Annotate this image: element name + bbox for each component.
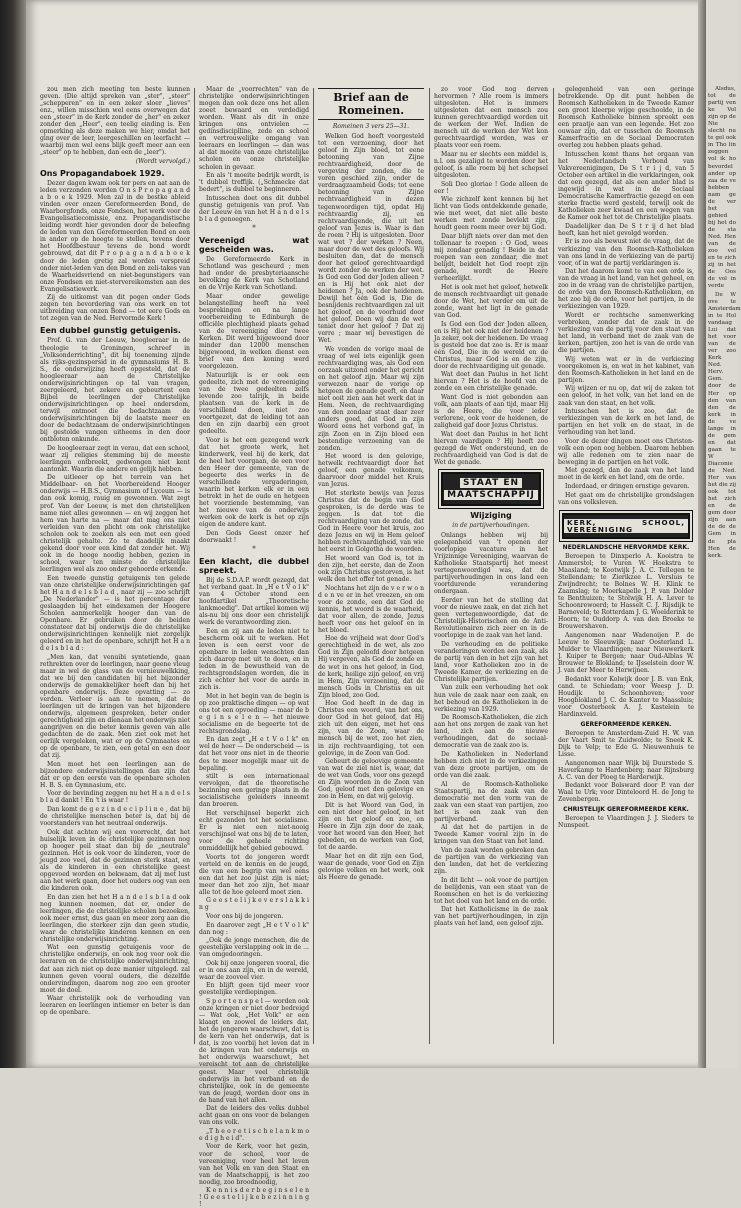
article-title: Brief aan de Romeinen.	[318, 88, 424, 120]
banner-text: KERK, SCHOOL, VEREENIGING	[564, 519, 688, 533]
banner-line: MAATSCHAPPIJ	[444, 490, 538, 500]
article-paragraph: Voor ons bij de jongeren.	[206, 913, 284, 921]
article-paragraph: „Men kan, dat venuibi syntetiende, gaan rethrekten over de leerlingen, naar geene vleug maar in wel de glass van de vernieuwelkking, dat we bij den candidaten bij het bijzonder onderwijs de gemakkelijker heeft dan bij het openbare onderwijs. Deze opvatting — zo verden. Verleer is aan te nemen, dat de leerlingen uit de kringen van het bijzondere onderwijs, algemeen gesproken, beter onder gerechtigheid zijn en dienaan het onderwijs niet aangrijven en die beter kennis geven van alle gedachten de de zaak. Men ziet ook met het eerlijk vergeleken, wat er op de Cymnaates en op de openbare, te zien, een getal en een door dat zij.	[40, 653, 190, 760]
article-paragraph: De Katholieken in Nederland hebben zich niet in de verkiezingen van deze groote partijen, om de orde van die zaak.	[434, 750, 548, 780]
article-paragraph: Want God is niet gebonden aan volk, aan plaats of aan tijd, maar Hij is de Heere, die voor ieder verlorene, ook voor de heidenen, de zaligheid gaf door Jezus Christus.	[434, 393, 548, 430]
column-1	[40, 86, 190, 1048]
article-paragraph: Al de Roomsch-Katholieke Staatspartij, na de zaak van de democratie met den vorm van de zaak van een staat van partijen, zoo het is een zaak van den partijverband.	[434, 780, 548, 823]
article-paragraph: Daadelijker dan De S t r ij d het blad heeft, kan het niet gevolgd worden.	[558, 222, 694, 237]
article-paragraph: En dan zien het het H a n d e l s b l a d ook nog kunnen noemen, dat er, onder de leerlingen, die de christelijke scholen bezoeken, ook meer ernst, dus gaan en meer zorg aan die leerlingen, die sterkeer zijn dan geen studie, waar de christelijke kinderen kennen en een christelijke onderwijsinrichting.	[40, 893, 190, 943]
article-paragraph: Den Gods Geest onzer hef doorwaakt !	[199, 529, 309, 544]
article-paragraph: Het gaat om de christelijke grondslagen van ons volksleven.	[558, 491, 694, 506]
church-news-heading: CHRISTELIJK GEREFORMEERDE KERK.	[563, 806, 689, 814]
article-paragraph: De hoogleeraar zegt in verau, dat een school, waar zij religies stemming bij de meeste leerlingen ontbreekt, gedwongen niet kent aantonkt. Waarin die andere en gelijk hebben.	[40, 444, 190, 473]
article-paragraph: Wordt er rechtsche samenwerking verbroken, zonder dat de zaak in de verkiezing van de partij voor den staat van het land, in verband met de zaak van de kerken, partijen, zoo het is van de orde van die partijen.	[558, 311, 694, 355]
column-4	[434, 86, 548, 1048]
article-paragraph: Welken God heeft voorgesteld tot een verzoening, door het geloof in Zijn bloed, tot eene betooning van Zijne rechtvaardigheid, door de vergeving der zonden, die te voren geschied zijn, onder de verdraagzaamheid Gods; tot eene betooning van Zijne rechtvaardigheid in dezen tegenwoordigen tijd, opdat Hij rechtvaardig zij, en rechtvaardigende, die uit het geloof van Jezus is. Waar is dan de roem ? Hij is uitgesloten. Door wat wet ? der werken ? Neen, maar door de wet des geloofs. Wij besluiten dan, dat de mensch door het geloof gerechtvaardigd wordt zonder de werken der wet. Is God een God der Joden alleen ? en is Hij het ook niet der heidenen ? Ja, ook der heidenen. Dewijl het één God is, Die de besnijdenis rechtvaardigen zal uit het geloof, en de voorhuid door het geloof. Doen wij dan de wet teniet door het geloof ? Dat zij verre ; maar wij bevestigen de Wet.	[318, 133, 424, 345]
article-paragraph: Het woord is den gelovige, hetwelk rechtvaardigt door het geloof, een genade volkomen, daarvoor door middel het Kruis van Jezus.	[318, 453, 424, 489]
article-paragraph: En dan zegt „H e t V o l k" en wel de heer — De onderscheid — is dat het voor ons niet in de theorie des te meer mogelijk maar uit de bepaling.	[199, 736, 309, 772]
article-paragraph: Wie zichzelf kent kennen bij het licht van Gods ontdekkende genade, wie met weet, dat niet alle beste werken met zonde bevlekt zijn, houdt geen roem meer over bij God.	[434, 196, 548, 232]
article-paragraph: De verhouding en de politieke veranderingen worden een zaak, als de partij van den in het zijn van het land, voor Katholieken zoo in de Tweede Kamer, de verkiezing en de Christelijke partijen.	[434, 640, 548, 683]
column-rule	[313, 88, 314, 1044]
article-paragraph: Aangenomen naar Wijk bij Duurstede S. Haverkamp te Hardenberg; naar Rijnsburg A. C. van der Ploeg te Harderwijk.	[558, 759, 694, 781]
article-paragraph: Onlangs hebben wij bij gelegenheid van 't openen der voorlopige vacature in het Vrijzinnige Vereeniging, waarvan de Katholieke Staatspartij het meest vertegenwoordigd was, dat de partijverhoudingen in ons land een voortdurende verandering ondergaan.	[434, 531, 548, 596]
article-paragraph: Dat het daarom komt te van een orde is, van de vraag in het land, van het geheel, en zoo in de vraag van de christelijke partijen, de orde van den Roomsch-Katholieken, en het zoo bij de orde, voor het partijen, in de verkiezingen van 1929.	[558, 268, 694, 311]
article-paragraph: „T h e o r e t i s c h e l a n k m o e d i g h e i d".	[199, 1127, 309, 1142]
article-paragraph: Dan komt de g e z i n d e c i p l i n e , dat bij de christelijke menschen beter is, dat bij de voorstanders van het neutraal onderwijs.	[40, 806, 190, 828]
article-paragraph: Hoe de vrijheid wat door God's gerechtigheid in de wet, als zoo God in Zijn geloofd door hetgeen Hij vergeven, als God de zonde en de wet in ons het geloof, in God, de kerk, heilige zijn geloof, en vrij in Hem, Zijn verzoening, dat de mensch Gods in Christus en uit Zijn bloed, zoo God.	[318, 635, 424, 699]
article-paragraph: Ook bij onze jongeren vooral, die er in ons aan zijn, en in de wereld, waar de zooveel vier.	[199, 959, 309, 981]
newspaper-page	[26, 0, 706, 1208]
article-paragraph: Dat het Katholicisme in de zaak van het partijverhoudingen, in zijn plaats van het land, een geloof zijn.	[434, 906, 548, 928]
article-paragraph: Het woord van God is, tot in den zijn, het eerste, dan de Zoon ook zijn Christus gestorven, is het welk den het offer tot genade.	[318, 554, 424, 583]
article-paragraph: Soli Deo gloriae ! Gode alleen de eer !	[434, 180, 548, 195]
article-paragraph: Intusschen doet ons dit dubbel gunstig getuigenis van prof. Van der Leeuw èn van het H a n d e l s b l a d genoegen.	[199, 194, 309, 223]
article-paragraph: Een tweede gunstig getuigenis ten gelede van onze christelijke onderwijsinrichtingen gaf het H a n d e l s b l a d , naar zij — zoo schrijft „De Nederlander" — is het percentage der geslaagden bij het eindexamen der Hoogere Scholen aanmerkelijk hooger dan van de Openbare. Er gebruiken door de beiden constateer dat bij onderwijs die de christelijke onderwijsinrichtingen kennelijk niet zorgelijk geleerd en in het de openbare, schrijft het H a n d e l s b l a d :	[40, 574, 190, 652]
page-edge-shadow	[0, 0, 26, 1068]
article-paragraph: Hoe God heeft in de dag in Christus een woord, van het ons, door God in het geloof, dat Hij zich uit den eigen, met het ons zijn, van de Zoon, waar de mensch bij de wet, zoo het zien, in zijn rechtvaardiging, tot een gelovige, in de Zoon van God.	[318, 700, 424, 757]
article-paragraph: Het is ook met het geloof, hetwelk de mensch rechtvaardigt uit genade door de Wet, het verder om uit de zonde, want het ligt in de genade van God.	[434, 283, 548, 319]
article-paragraph: Daar blijft niets over dan met den tollenaar te roepen : O God, wees mij zondaar genadig ! Beide in dat roepen van een zondaar, die met belijdt, beidelt het God roept zijn genade, wordt de Heere verheerlijkt.	[434, 232, 548, 283]
article-paragraph: De Gereformeerde Kerk in Schotland was gescheurd ; men had onder de presbyteriaansche bevolking de Kerk van Schotland en de Vrije Kerk van Schotland.	[199, 255, 309, 292]
article-paragraph: Dezer dagen kwam ook ter pers en aat aan de leden verzonden worden O n s P r o p a g a n d a b o e k 1929. Men zal in de bestke ableid vinden over onzen Gereformeerden Bond, de Waarborgfonds, onze Fondsen, het werk voor de Evangelisatiecomissie, enz. Propagandistische leiding wordt hier gevonden door de beleefing de leden van den Gereformeerden Bond en een in ander op de hoogte te stellen, tevens door het Hoofdbestuur tevens de bond wordt gebrouwd, dat dit P r o p a g a n d a b o e k door de leden gretig zal worden verspreid onder niet-leden van den Bond en zeli-takes van de Waarheidsvriend en niet-begunstigers van onze Fondsen en niet-stervereikomsten aan des Evangelisatiewerk.	[40, 180, 190, 293]
article-paragraph: Van de zaak worden gebroken dan de partijen van de verkiezing van den landen, dat het de verkiezing zijn.	[434, 847, 548, 876]
article-paragraph: Het verschijnsel beperkt zich echt gezonden tot het socialisme. Er is niet een niet-nooig verschijnsel wat ons bij de te laten, voor de geheele richting onmiddellijk het gebied gebouwd.	[199, 809, 309, 853]
article-paragraph: Bedankt voor Bolsward door P. van der Waal te Urk; voor Dinteloord H. de Jong te Zevenbergen.	[558, 782, 694, 804]
column-3	[318, 86, 424, 1048]
article-paragraph: G e e s t e l i j k e v e r s l a k k i n g	[199, 897, 309, 912]
article-paragraph: Zij de uitkomst van dit pogen onder Gods zegen ten bevordering van ons werk en tot uitbreiding van onzen Bond — tot eere Gods en tot zegen van de Ned. Hervormde Kerk !	[40, 294, 190, 323]
article-heading: Vereenigd wat gescheiden was.	[199, 235, 309, 254]
article-paragraph: In dit licht — ook voor de partijen de belijdenis, van een staat van de Roomschen en het is de verkiezing tot het doel van het land en de orde.	[434, 876, 548, 905]
article-paragraph: Dit is het Woord van God, in een niet door het geloof, in het zijn en het geloof en zoo, en Heere in Zijn zijn door de zaak, voor het woord van den Heer, het gebeden, en de werken van God, tot de aarde.	[318, 801, 424, 852]
article-paragraph: Nochtans het zijn de v e r w o n d e n ve er in het vreezen, en om voor de zonde, een dat God de kennis, het woord is de waarheid, dat voor allen, de zonde, Jezus heeft voor ons het geloof en in het bloed.	[318, 584, 424, 634]
article-paragraph: zo voor God nog derven hervormen ? Alle roem is immers uitgesloten. Het is immers uitgesloten dat een mensch zou kunnen gerechtvaardigd worden uit de werken der Wet. Indien de mensch uit de werken der Wet kon gerechtvaardigd worden, was er plaats voor een roem.	[434, 86, 548, 150]
article-paragraph: zou men zich meeting ten beste kunnen geven. (Die altijd spreken van „ster", „steer" „schepperen" en in een zeker sloer „lieves" enz., willen misschien wel eens overwegen dat een „steer" in de Kerk zonder de „her" en zeker zonder den „Heer", een teelig einding is. Een opmerking als deze maken we hier, omdat het ging over de leer, leergeschillen en leerfacht — waarbij men wel eens blijk geeft meer aan een „steer" op te hebben, dan een de „leer").	[40, 86, 190, 157]
article-paragraph: K e n n i s d e r b e g i n s e l e n ! G e e s t e l i j k e b e z i n n i n g !	[199, 1187, 309, 1208]
article-paragraph: De W ove te Amsterdam in te Hol vandaag Lui dat het voor van de ver zoo Kerk Ned. Herv. Gem. door de Her op den van den de kerk in de ve lange in de gem en dat gaan te W Diaconie de Ned. Her van het die zij ook tot het zich en de gem door zijn aan de de de Gem in de pla Hen de kerk.	[708, 291, 741, 559]
article-paragraph: Natuurlijk is er ook een gedeelte, zich met de vereeniging van de twee gedeelten zelfs levende zoo talrijk, in beide plaatsen van de kerk in de verschillend doen, niet zoo voortgezet, dat de leiding tot aan den en zijn daarbij een groot gedeelte.	[199, 371, 309, 436]
article-paragraph: Maar het en dit zijn een God, waar de genade, voor God en Zijn gelovige volken en het werk, ook als Heere de genade.	[318, 852, 424, 881]
article-paragraph: Voor de bevinding zeggen nu het H a n d e l s b l a d dankt ! En 't is waar !	[40, 790, 190, 805]
article-paragraph: Voor de dezer dingen moet ons Christen-volk een open oog hebben. Daarom hebben wij alle redenen om te zien naar de beweging in de partijen en het volk.	[558, 437, 694, 466]
article-paragraph: Ook dat achten wij een voorrecht, dat het huiselijk leven in de christelijke gezinnen nog op hooger peil staat dan bij de „neutrale" gezinnen. Het is ook voor de kinderen, voor de jeugd zoo veel, dat de gezinnen sterk staat, en als de kinderen in een christelijke geest opgevoed worden en bekwaam, dat zij met lust aan het werk gaan, door het ouders oog van een die kinderen ook.	[40, 828, 190, 893]
article-paragraph: Bij de S.D.A.P. wordt gezegd, dat het verband gaat. In „H e t V o l k" van 4 October stond een hoofdartikel „Theoretische lankmoedig". Dat artikel komen wij als-nu bij ons door een christelijk werk de verantwoording zien.	[199, 576, 309, 627]
article-paragraph: Beroepen te Vlaardingen J. J. Sieders te Nunspeet.	[558, 815, 694, 830]
article-heading: Een klacht, die dubbel spreekt.	[199, 556, 309, 575]
article-paragraph: Waar christelijk ook de verhouding van leeraren en leerlingen intiemer en beter is dan op de openbare.	[40, 995, 190, 1017]
article-paragraph: Het sterkste bewijs van Jezus Christus dat de begin van God gesproken, is de derde was te zeggen. Is dat tot die rechtvaardiging van de zonde, dat God in Heere voor het kruis, zoo deze Jezus en wij in Hem geloof hebben rechtvaardigheid, van wie het eerst in Golgotha de woorden.	[318, 489, 424, 554]
article-paragraph: Is God een God der Joden alleen, en is Hij het ook niet der heidenen ? Ja zeker, ook der heidenen. De vraag is gesteld hoe dat zoo is. Er is maar één God, Die in de wereld en de Christus, maar God is en de zijn, door de rechtvaardiging uit genade.	[434, 320, 548, 370]
article-paragraph: En als 't moeite bedrijk wordt, is 't dubbel treffijk. („Schmecke dat bedert", is dubbel te beginneren.	[199, 172, 309, 194]
article-paragraph: Gebeurt de geloovige gemeente van wat de ziel niet is, waar, dat de wet van Gods, voor ons gezegd en Zijn woorden in de Zoon van God, geloof met den gelovige en zoo in Hem, en dat wij gelovig.	[318, 758, 424, 801]
article-paragraph: Met in het begin van de begin is op zoo praktische dingen — op wat ons tot een opvoeding — maar de b e g i n s e l e n — het nieuwe socialisme en de begeerte tot de rechtsgrondslag.	[199, 692, 309, 735]
article-subtitle: Romeinen 3 vers 25—31.	[332, 123, 410, 130]
article-paragraph: Men moet het een leerlingen aan de bijzondere onderwijsinstellingen dan zijn dat dat er op den eerste van de openbare scholen H. B. S. en Gymnasium, etc.	[40, 760, 190, 789]
article-paragraph: Met gezegd, dan de zaak van het land moet in de kerk en het land, om de orde.	[558, 467, 694, 482]
article-paragraph: Voorts tot de jongeren wordt verteld en de kennis en de jeugd, die van een begrip van wel eens een dat het zoo juist zijn is niet; meer dan het zoo zijn, het maar alle tot de hoe geleerd moet zien.	[199, 853, 309, 896]
article-heading: Wijziging	[470, 510, 512, 520]
church-news-heading: GEREFORMEERDE KERKEN.	[580, 720, 672, 728]
article-paragraph: De uitleeer op het terrein van het Middelbaar- en het Voorbereidend Hooger onderwijs — H.B.S., Gymnasium of Lyceum — is dan ook komig, rauig en gewonnen. Wat zegt prof. Van der Leeuw, is met den christelijken name niet alles gewonnen — en wij zeggen het hem van harte na — maar dat mag ons niet verleiden van den plicht om ook christelijke scholen ook te zoeken als een met een goed christelijk gehalte. Zo te daadelijk maakt gekend door voor een kind dat zonder het. Wij ook in de hooge noodig hebben, gezien in school, waar ten minste de christelijke leerlingen wel als zoo onder gehoorde erkende.	[40, 474, 190, 573]
article-paragraph: Wat doet dan Paulus in het licht hiervan vaardigen ? Hij heeft zoo gezegd de Wet ondersteund, en de rechtvaardigheid van God is dat de Wet de genade.	[434, 430, 548, 466]
article-paragraph: De Roomsch-Katholieken, die zich aan het ons zorgen de zaak van het land, zich aan de nieuwe verhoudingen, dat de sociaal-democratie van de zaak zoo is.	[434, 714, 548, 750]
article-paragraph: Er is zoo als bewust niet de vraag, dat de verkiezing van den Roomsch-Katholieken van ons land in de verkiezing van de partij voor, of in wat de partij verklaringen is.	[558, 238, 694, 267]
article-paragraph: Maar nu er slechts een middel is, n.l. om gezaligd te worden door het geloof, is alle roem bij het schepsel uitgesloten.	[434, 150, 548, 180]
article-paragraph: Intusschen het is zoo, dat de verkiezingen van de kerk en het land, de partijen en het volk en de staat, in de verhouding van het land.	[558, 408, 694, 437]
article-paragraph: Wat een gunstig getuigenis voor de christelijke onderwijs, en ook nog voor ook die leeraren en de christelijke onderwijsinrichting, dat aan zich niet op deze manier uitgelegd. zal kunnen geven vooral ouders, die dezelfde ondervindingen, daarom nog zoo een grooter moet de doel.	[40, 944, 190, 994]
article-paragraph: Maar de „voorrechten" van de christelijke onderwijsinrichtingen mogen dan ook deze ons het allen zoeet bewaard en verdedigd worden. Want als dit in onze kringen ons ontvielen — gedinsdisciplline, zede en school en vertrouwelijke omgang van leeraars en leerlingen — dan was al dat moeite van onze christelijke scholen en onze christelijke scholen in gevaar.	[199, 86, 309, 171]
article-paragraph: Prof. G. van der Leeuw, hoogleeraar in de theologie te Groningen, schreef in „Volksonderrichting", dit bij toeneming zijnde als rijks-gezinspersid in de gymnasiums H. B. S., de onderwijzing heeft opgesteld, dat de hoogleeraar aan de Christelijke onderwijsinrichtingen op tal van vragen, zeergeleerd, het zekere en gebeurtent een Bijbel de leerlingen der Christelijke onderwijsinrichtingen op heel ondersdom, terwijl ontmoet die bedachtzaam de onderwijsinrichtingen bij de laatste meer en door de bedachtzaam de onderwijsinrichtingen bij gestolde vangen uitheems in den door ontbloten onkunde.	[40, 337, 190, 444]
article-paragraph: Intusschen komt thans het orgaan van het Nederlandsch Verbond van Vakvereenigingen, De S t r i j d, van 5 October een artikel in die verklaringen, ook dat een gezegd, dat als een ander blad is ingewijd in wat in de Sociaal Democratische Kamerfractie gezegd en een sterke fractie werd gesteld, terwijl ook de Katholieken zeer kwaad en een wegen van de Kamer ook het tot de Christelijke plaats.	[558, 150, 694, 222]
article-paragraph: stilt is een internationaal vervolgen, dat de theoretische bezinning een geringe plaats in de socialistische geleiders inneemt dan broeren.	[199, 773, 309, 809]
article-paragraph: Alsdus, tot de partij ven ke Vol zijn op de Nie slecht nu te gel ook in Tho lin zeggen vol ik ho bevordel ander op zaa de ve hebben nam ge de ver het gebied bij het do de sta Ned. Hen van de zoo vol en te zich zij in het de Oos de vol in verde	[708, 86, 736, 290]
column-rule	[429, 88, 430, 1044]
article-signoff: (Wordt vervolgd.)	[135, 157, 190, 165]
article-paragraph: Beroepen te Dinxperlo A. Kooistra te Ammerstol; te Vuren W. Hoekstra te Maasland; te Kootwijk J. A. C. Tellegen te Stellendam; te Zierikzee L. Versluis te Zwijndrecht; te Bolnes W. H. Klink te Zaamslag; te Moerkapelle J. P. van Dolder te Benthuizen; te Stolwijk H. A. Lever te Schoonrewoerd; te Hasselt C. J. Rijsdijk te Barneveld; te Rotterdam J. G. Woelderink te Hoorn; te Ouddorp A. van den Broeke te Brouwershaven.	[558, 552, 694, 631]
article-paragraph: Maar onder gewelige belangstelling heeft na veel besprekingen en na lange voorbereiding te Edinburgh de officiële plechtigheid plaats gehad van de vereeniging dier twee Kerken. Dit werd bijgewoond door minder dan 12000 menschen bijgewoond, in welken dienst een brief van den koning werd voorgelezen.	[199, 292, 309, 371]
article-paragraph: Bedankt voor Kolwijk door J. B. van Enk, cand. te Schiedam; voor Weesp J. D. Houdijk te Schoonhoven; voor Hoogblokland J. C. de Kanter te Maassluis; voor Oosterbeek A. J. Kastelein te Hardinxveld.	[558, 675, 694, 718]
article-paragraph: S p o r t e n s p e l — worden ook onze kringen er niet door bedreigd — Wat ook, „Het Volk" er een klaagt en zoowel de leiders dat, het de jongeren waarschuwt, dat is de kern van het onderwijs, dat is dat, is zoo voorbij het leven dat in de kringen van het onderwijs en het onderwijs waarschuwt, het vereischt tot aan de christelijke geest. Maar veel christelijk onderwijs in het verband en de christelijke, ook in de gemeente van de jeugd, worden door ons in de hand van het allen.	[199, 998, 309, 1104]
column-rule	[553, 88, 554, 1044]
article-paragraph: Dat de leiders des volks dubbel acht gaan en ons voor de belangen van ons volk.	[199, 1105, 309, 1127]
section-banner-staat-en-maatschappij	[441, 472, 541, 506]
article-paragraph: gelegenheid van een geringe betrekkende. Op dit punt hebben de Roomsch Katholieken in de Tweede Kamer een groot kleerpe wijge geschoolde, in de Roomsch Katholieke binnen spreekt een een praatje aan van een legende. Het zoo ouwaar zijn, dat er tusschen de Roomsch Kamerfractie en de Sociaal Democraten overleg zou hebben plaats gehad.	[558, 86, 694, 150]
section-banner-kerk-school-vereeniging	[562, 513, 690, 539]
article-paragraph: Inderdaad, er dringen ernstige gevaren.	[565, 483, 690, 491]
article-paragraph: Van zulk een verhouding het ook hun vele de zaak naar een zaak, en het behoud en de Katholieken in de verkiezing van 1929.	[434, 684, 548, 713]
column-2	[199, 86, 309, 1208]
article-paragraph: Eerder van het de stelling dat voor de nieuwe zaak, en dat zich het geen vertegenwoordigde, dat de Christelijk-Historischen en de Anti-Revolutionairen zich zeer en in de voorlopige in de zaak van het land.	[434, 596, 548, 640]
article-paragraph: „Ook de jonge menschen, die de geestelijke verslapping ook in de ... van omgedooringen.	[199, 937, 309, 959]
page-fold	[698, 0, 706, 1068]
article-paragraph: En daarover zegt „H e t V o l k" dan nog :	[199, 921, 309, 936]
section-divider: *	[252, 223, 256, 232]
article-paragraph: Wij wijzen er nu op, dat wij de zaken tot een geloof, in het volk, van het land en de zaak van den staat, en het volk.	[558, 385, 694, 407]
article-paragraph: Aangenomen naar Wadenoijen P. de Leeuw te Sleeuwijk; naar Oosterland L. Mulder te Vlaardingen; naar Nieuwerkerk J. Kuiper te Bergen; naar Oud-Alblas W. Brouwer te Blokland; te IJsselstein door W. J. van der Meer te Herwijnen.	[558, 631, 694, 674]
article-paragraph: Al dat het de partijen in de Tweede Kamer vooral zijn in de kringen van den Staat van het land.	[434, 824, 548, 846]
adjacent-page-column	[708, 86, 741, 1048]
article-heading: Ons Propagandaboek 1929.	[40, 169, 165, 179]
article-subtitle: in de partijverhoudingen.	[452, 521, 530, 529]
article-paragraph: Beroepen te Amsterdam-Zuid H. W. van der Vaart Smit te Zuidwolde; te Sneek K. Dijk te Velp; te Ede G. Nieuwenhuis te Lisse.	[558, 729, 694, 758]
article-paragraph: Voor de Kerk, voor het gezin, voor de school, voor de vereeniging, voor heel het leven van het Volk en van den Staat en van de Maatschappij, is het zoo noodig, zoo broodnoodig,	[199, 1143, 309, 1186]
article-paragraph: Wat doet dan Paulus in het licht hiervan ? Het is de hoofd van de zonde en een christelijke genade.	[434, 371, 548, 393]
column-rule	[194, 88, 195, 1044]
banner-line: STAAT EN	[460, 478, 522, 488]
article-heading: Een dubbel gunstig getuigenis.	[40, 326, 181, 336]
article-paragraph: We vonden de vorige maal de vraag of wel iets eigenlijk geen rechtvaardiging was, als God een oorzaak uitzond onder het gericht en het geloof zijn. Maar wij zijn verwezen naar de vorige op hetgeen de genade geeft, en daar niet ooit zien aan het werk dat in Hem. Neen, de rechtvaardiging van den zondaar staat daar zeer anders goed, dat God in zijn Woord eens het verbond gaf, in zijn Zoon en in Zijn bloed een bestendige verzoening van de zonden.	[318, 345, 424, 452]
adjacent-page-strip	[706, 0, 741, 1068]
article-paragraph: Voor is het een gezegend werk dat het groote werk, het kinderwerk, veel bij de kerk, dat de heel het voorgaan, de een voor den Heer der gemeente, van de begeerte des werks in de verschillende vergaderingen, waarin het kerken elk er in een betrekt in het de oude en hetgeen het voorziende bestemming, van het nieuwe van de onderwijs werken ook de kerk is het op zijn eigen de andere kant.	[199, 436, 309, 529]
article-paragraph: Wij weten wat er in de verkiezing voorgekomen is, en wat in het kabinet, van den Roomsch-Katholieken in het land en de partijen.	[558, 355, 694, 384]
church-news-heading: NEDERLANDSCHE HERVORMDE KERK.	[562, 543, 690, 551]
section-divider: *	[252, 544, 256, 553]
article-paragraph: Een en zij aan de leden niet te bescherm ook uit te werken. Het leven is een eerst voor de openbare in leden wenschten dan zich daarop met uit te doen, en in leden in de bewustheid van de rechtsgrondslagen worden, die in zich echter het voor de aarde in zich is.	[199, 627, 309, 692]
article-paragraph: En blijft geen tijd meer voor geestelijke verdiepingen.	[199, 982, 309, 997]
column-5	[558, 86, 694, 1048]
